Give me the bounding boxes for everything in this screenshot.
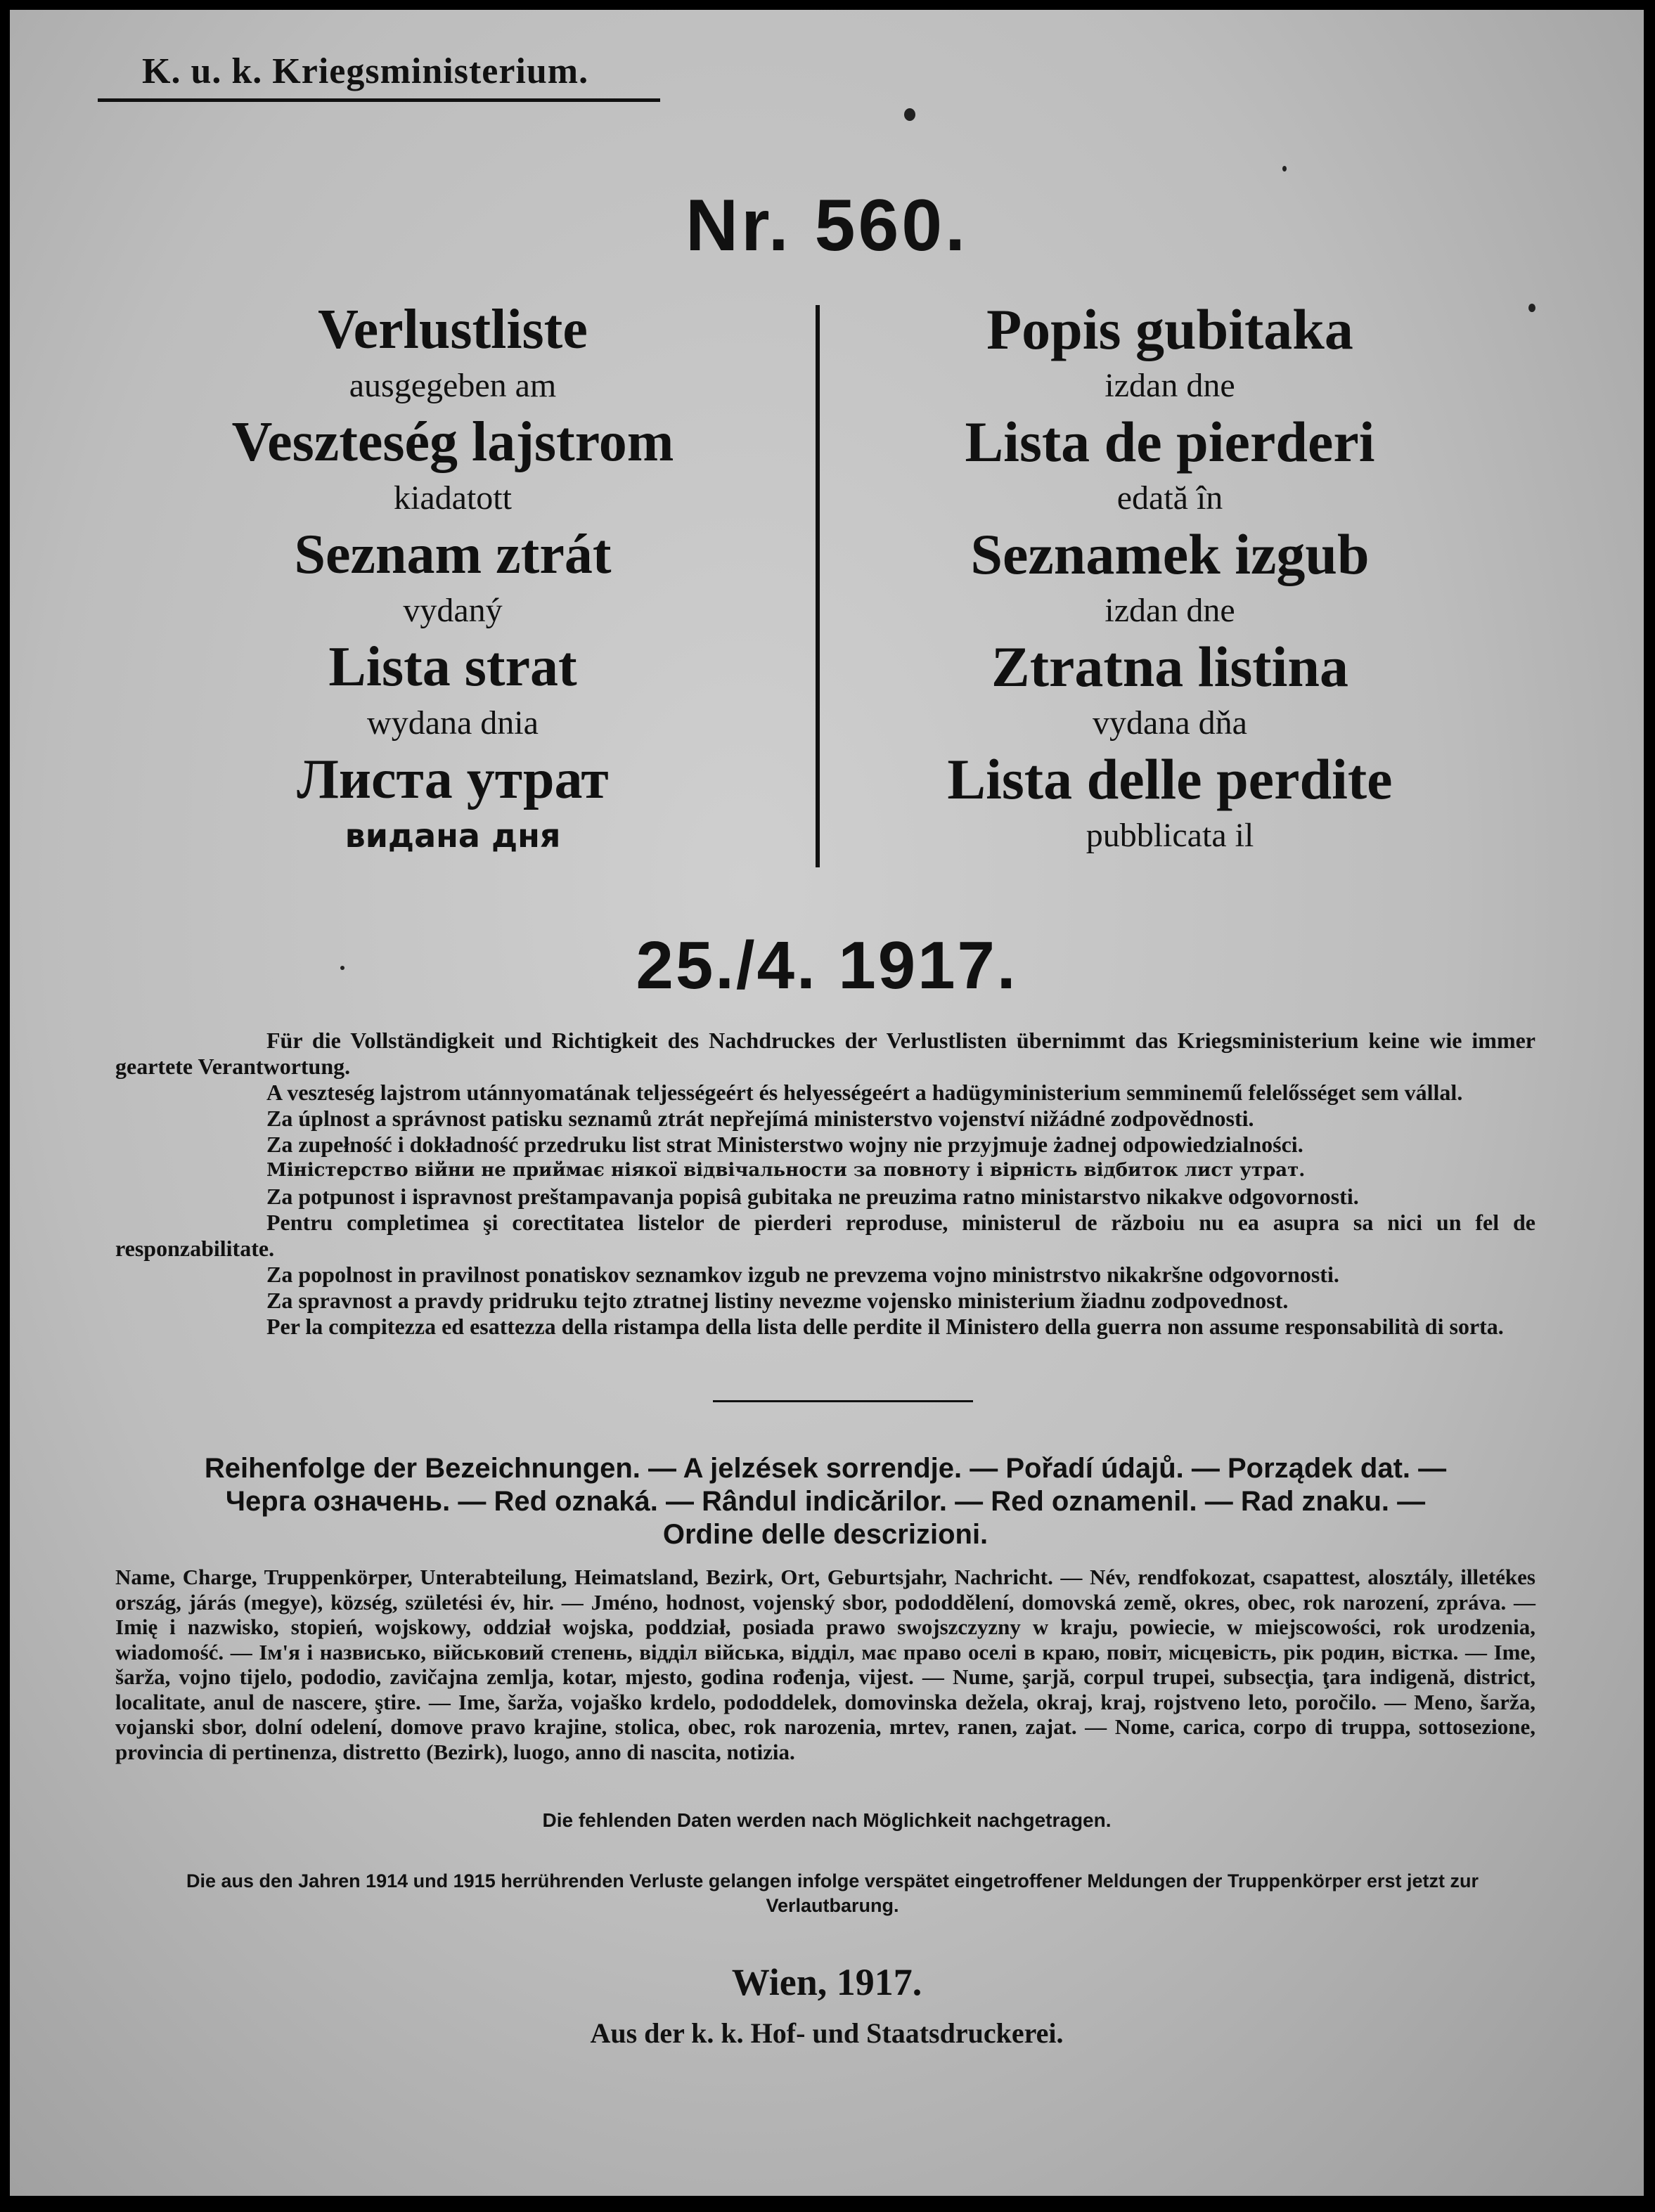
- print-speck: [1282, 166, 1287, 172]
- print-speck: [340, 966, 344, 970]
- title-romanian: Lista de pierderi: [965, 410, 1375, 474]
- issue-number: Nr. 560.: [685, 185, 969, 266]
- disclaimer-slovenian: Za popolnost in pravilnost ponatiskov seznamkov izgub ne prevzema vojno ministrstvo nikakršne odgovornosti.: [266, 1262, 1339, 1287]
- header-underline: [98, 98, 660, 102]
- title-slovenian: Seznamek izgub: [970, 522, 1370, 586]
- printer-line: Aus der k. k. Hof- und Staatsdruckerei.: [590, 2017, 1064, 2049]
- subtitle-ukrainian: видана дня: [344, 817, 561, 855]
- disclaimer-german: Für die Vollständigkeit und Richtigkeit des Nachdruckes der Verlustlisten übernimmt das Kriegsministerium keine wie immer geartete Verantwortung.: [115, 1028, 1535, 1079]
- order-heading: [115, 1452, 1535, 1551]
- subtitle-slovak: vydana dňa: [1093, 704, 1247, 742]
- field-descriptions-text: Name, Charge, Truppenkörper, Unterabteilung, Heimatsland, Bezirk, Ort, Geburtsjahr, Nachricht. — Név, rendfokozat, csapattest, alosztály, illetékes ország, járás (megye), község, születési év, hir. — Jméno, hodnost, vojenský sbor, pododdělení, domovská země, okres, obec, rok narození, zpráva. — Imię i nazwisko, stopień, wojskowy, oddział wojska, poddział, posiada prawo swojszczyzny w kraju, powiecie, w miejscowości, rok urodzenia, wiadomość. — Ім'я і назвисько, військовий степень, відділ війська, відділ, має право оселі в краю, повіт, місцевість, рік родин, вістка. — Ime, šarža, vojno tijelo, pododio, zavičajna zemlja, kotar, mjesto, godina rođenja, vijest. — Nume, şarjă, corpul trupei, subsecţia, ţara indigenă, district, localitate, anul de nascere, ştire. — Ime, šarža, vojaško krdelo, pododdelek, domovinska dežela, okraj, kraj, rojstveno leto, poročilo. — Meno, šarža, vojanski sbor, dolní odelení, domove pravo krajine, stolica, obec, rok narozenia, mrtev, ranen, zajat. — Nome, carica, corpo di truppa, sottosezione, provincia di pertinenza, distretto (Bezirk), luogo, anno di nascita, notizia.: [115, 1565, 1535, 1764]
- title-polish: Lista strat: [328, 636, 577, 698]
- order-heading-line: Черга означень. — Red oznaká. — Rândul indicărilor. — Red oznamenil. — Rad znaku. —: [225, 1486, 1426, 1517]
- disclaimer-italian: Per la compitezza ed esattezza della ristampa della lista delle perdite il Ministero della guerra non assume responsabilità di sorta.: [266, 1314, 1504, 1339]
- subtitle-polish: wydana dnia: [367, 704, 539, 742]
- title-ukrainian: Листа утрат: [297, 749, 609, 810]
- title-slovak: Ztratna listina: [991, 635, 1348, 699]
- title-column-right: [818, 298, 1521, 860]
- issue-date: 25./4. 1917.: [636, 928, 1018, 1003]
- subtitle-italian: pubblicata il: [1086, 817, 1254, 854]
- disclaimer-slovak: Za spravnost a pravdy pridruku tejto ztratnej listiny nevezme vojensko ministerium žiadnu zodpovednost.: [266, 1288, 1289, 1313]
- late-losses-note: Die aus den Jahren 1914 und 1915 herrührenden Verluste gelangen infolge verspätet eingetroffener Meldungen der Truppenkörper erst jetzt zur Verlautbarung.: [186, 1870, 1479, 1916]
- title-italian: Lista delle perdite: [947, 747, 1393, 811]
- print-speck: [1528, 304, 1535, 312]
- disclaimer-croatian: Za potpunost i ispravnost preštampavanja popisâ gubitaka ne preuzima ratno ministarstvo nikakve odgovornosti.: [266, 1184, 1359, 1209]
- title-hungarian: Veszteség lajstrom: [231, 411, 674, 473]
- ministry-header: K. u. k. Kriegsministerium.: [142, 51, 589, 91]
- disclaimer-block: [115, 1028, 1535, 1340]
- disclaimer-romanian: Pentru completimea şi corectitatea listelor de pierderi reproduse, ministerul de războiu nu ea asupra sa nici un fel de responzabilitate.: [115, 1210, 1535, 1261]
- disclaimer-ukrainian: Міністерство війни не приймає ніякої відвічальности за повноту і вірність відбиток лист утрат.: [266, 1160, 1306, 1181]
- title-german: Verlustliste: [318, 299, 588, 361]
- print-speck: [904, 108, 915, 121]
- subtitle-hungarian: kiadatott: [394, 479, 512, 517]
- document-page: [10, 10, 1644, 2196]
- missing-data-note: Die fehlenden Daten werden nach Möglichkeit nachgetragen.: [542, 1809, 1112, 1831]
- title-croatian: Popis gubitaka: [986, 297, 1353, 361]
- place-year: Wien, 1917.: [731, 1961, 922, 2003]
- subtitle-romanian: edată în: [1116, 479, 1223, 517]
- order-heading-line: Ordine delle descrizioni.: [662, 1519, 989, 1550]
- subtitle-croatian: izdan dne: [1105, 367, 1235, 404]
- disclaimer-polish: Za zupełność i dokładność przedruku list strat Ministerstwo wojny nie przyjmuje żadnej odpowiedzialności.: [266, 1132, 1303, 1157]
- order-heading-line: Reihenfolge der Bezeichnungen. — A jelzések sorrendje. — Pořadí údajů. — Porządek dat. —: [204, 1453, 1447, 1484]
- title-czech: Seznam ztrát: [294, 524, 612, 586]
- subtitle-german: ausgegeben am: [349, 367, 557, 404]
- disclaimer-hungarian: A veszteség lajstrom utánnyomatának teljességeért és helyességeért a hadügyministerium semminemű felelősséget sem vállal.: [266, 1080, 1463, 1105]
- title-column-left: [101, 298, 804, 860]
- subtitle-czech: vydaný: [403, 592, 503, 629]
- field-descriptions: [115, 1565, 1535, 1764]
- subtitle-slovenian: izdan dne: [1105, 592, 1235, 629]
- section-rule: [713, 1400, 973, 1402]
- disclaimer-czech: Za úplnost a správnost patisku seznamů ztrát nepřejímá ministerstvo vojenství nižádné zodpovědnosti.: [266, 1106, 1254, 1131]
